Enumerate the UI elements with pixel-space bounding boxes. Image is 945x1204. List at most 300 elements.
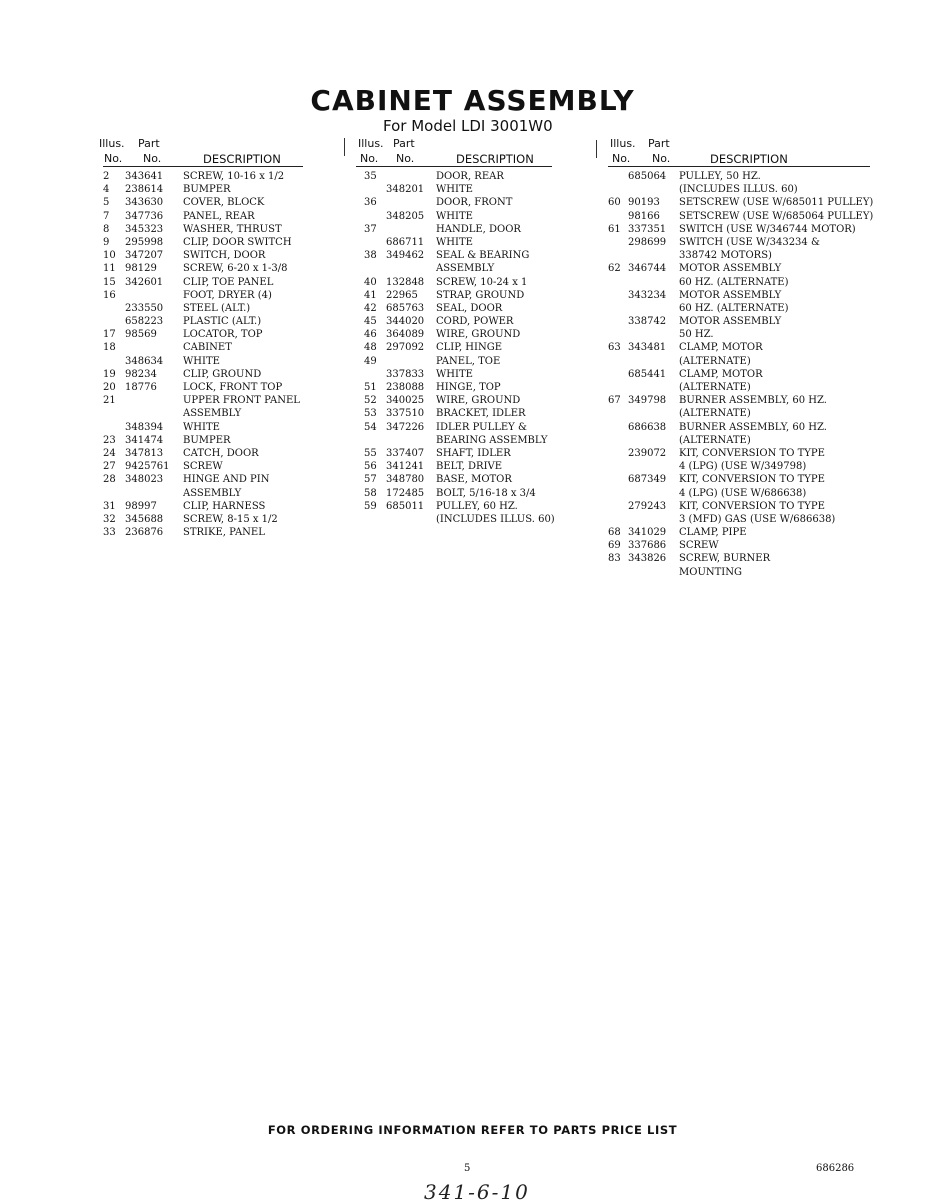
part-row	[356, 434, 552, 447]
part-description: 4 (LPG) (USE W/686638)	[679, 487, 807, 499]
part-row	[103, 407, 303, 420]
column-header	[99, 136, 303, 167]
part-description: SEAL & BEARING	[436, 250, 530, 262]
part-number: 9425761	[125, 461, 170, 473]
part-description: SCREW, BURNER	[679, 553, 771, 565]
part-description: KIT, CONVERSION TO TYPE	[679, 500, 825, 512]
part-row	[608, 421, 870, 434]
illus-number: 69	[608, 540, 621, 552]
part-description: PULLEY, 50 HZ.	[679, 171, 761, 182]
illus-number: 32	[103, 513, 116, 525]
part-description: SCREW	[183, 461, 223, 473]
illus-number: 41	[364, 289, 377, 301]
part-description: SHAFT, IDLER	[436, 447, 511, 459]
part-row	[356, 328, 552, 341]
header-description: DESCRIPTION	[203, 152, 281, 166]
part-number: 340025	[386, 395, 425, 407]
illus-number: 27	[103, 461, 116, 473]
part-description: BOLT, 5/16-18 x 3/4	[436, 487, 536, 499]
part-description: STRIKE, PANEL	[183, 527, 265, 539]
ordering-note: FOR ORDERING INFORMATION REFER TO PARTS PRICE LIST	[267, 1123, 678, 1137]
part-number: 346744	[628, 263, 667, 275]
part-row	[103, 513, 303, 526]
part-number: 348780	[386, 474, 425, 486]
part-row	[103, 223, 303, 236]
parts-list	[356, 167, 555, 526]
illus-number: 53	[364, 408, 377, 420]
header-illus: Illus.	[358, 137, 384, 150]
illus-number: 33	[103, 527, 116, 539]
part-number: 341241	[386, 461, 425, 473]
header-part: Part	[393, 137, 415, 150]
part-number: 687349	[628, 474, 667, 486]
part-description: (ALTERNATE)	[679, 355, 751, 367]
page-number: 5	[464, 1163, 471, 1174]
header-illus-no: No.	[612, 152, 631, 165]
illus-number: 42	[364, 302, 377, 314]
illus-number: 28	[103, 474, 116, 486]
part-number: 98166	[628, 210, 660, 222]
part-row	[356, 500, 552, 513]
parts-list	[608, 167, 874, 579]
part-row	[356, 513, 555, 526]
part-row	[608, 513, 870, 526]
part-number: 18776	[125, 382, 157, 393]
part-row	[608, 262, 870, 275]
part-number: 658223	[125, 316, 164, 328]
illus-number: 16	[103, 289, 116, 301]
illus-number: 5	[103, 197, 110, 209]
part-description: CLAMP, PIPE	[679, 527, 747, 539]
part-row	[103, 526, 303, 539]
part-row	[103, 236, 303, 249]
part-description: CABINET	[183, 342, 232, 354]
part-number: 686711	[386, 236, 425, 248]
part-number: 342601	[125, 276, 164, 288]
part-description: (INCLUDES ILLUS. 60)	[436, 513, 555, 525]
part-row	[608, 539, 870, 552]
illus-number: 4	[103, 184, 110, 196]
part-description: BELT, DRIVE	[436, 461, 503, 473]
part-row	[356, 302, 552, 315]
part-row	[103, 447, 303, 460]
part-description: 50 HZ.	[679, 329, 714, 341]
part-description: PANEL, TOE	[436, 355, 501, 367]
part-row	[608, 407, 870, 420]
part-row	[356, 381, 552, 394]
part-number: 295998	[125, 236, 164, 248]
part-description: (INCLUDES ILLUS. 60)	[679, 184, 798, 196]
part-number: 22965	[386, 289, 418, 301]
part-number: 348634	[125, 355, 164, 367]
illus-number: 20	[103, 382, 116, 393]
part-number: 172485	[386, 487, 425, 499]
part-row	[103, 460, 303, 473]
part-row	[356, 262, 552, 275]
part-number: 685441	[628, 368, 667, 380]
part-number: 347226	[386, 421, 425, 433]
parts-column-3	[608, 136, 874, 579]
part-description: DOOR, REAR	[436, 171, 504, 182]
part-number: 347207	[125, 250, 164, 262]
part-description: WHITE	[183, 421, 220, 433]
column-header	[356, 136, 552, 167]
part-row	[356, 210, 552, 223]
part-row	[356, 407, 552, 420]
part-description: CLIP, HARNESS	[183, 500, 266, 512]
part-row	[608, 368, 870, 381]
illus-number: 67	[608, 395, 621, 407]
part-number: 343641	[125, 171, 164, 182]
part-row	[356, 315, 552, 328]
parts-column-2	[356, 136, 555, 526]
part-description: MOTOR ASSEMBLY	[679, 289, 782, 301]
part-row	[103, 249, 303, 262]
part-number: 337510	[386, 408, 425, 420]
part-description: KIT, CONVERSION TO TYPE	[679, 447, 825, 459]
part-number: 297092	[386, 342, 425, 354]
part-number: 298699	[628, 236, 667, 248]
part-row	[608, 394, 870, 407]
header-part: Part	[138, 137, 160, 150]
header-part: Part	[648, 137, 670, 150]
part-row	[103, 341, 303, 354]
part-description: SWITCH, DOOR	[183, 250, 266, 262]
part-row	[608, 355, 870, 368]
part-row	[356, 223, 552, 236]
part-number: 347813	[125, 447, 164, 459]
part-number: 348205	[386, 210, 425, 222]
part-description: STRAP, GROUND	[436, 289, 525, 301]
part-row	[103, 500, 303, 513]
illus-number: 57	[364, 474, 377, 486]
header-illus: Illus.	[610, 137, 636, 150]
part-number: 239072	[628, 447, 667, 459]
part-number: 686638	[628, 421, 667, 433]
part-description: CLAMP, MOTOR	[679, 368, 763, 380]
part-description: WHITE	[436, 184, 473, 196]
part-number: 343630	[125, 197, 164, 209]
part-description: MOUNTING	[679, 566, 742, 578]
part-row	[356, 341, 552, 354]
illus-number: 48	[364, 342, 377, 354]
part-row	[608, 276, 870, 289]
part-description: BRACKET, IDLER	[436, 408, 526, 420]
part-number: 349462	[386, 250, 425, 262]
part-row	[608, 500, 870, 513]
illus-number: 61	[608, 223, 621, 235]
part-row	[103, 289, 303, 302]
part-description: WHITE	[436, 210, 473, 222]
part-description: SWITCH (USE W/343234 &	[679, 236, 820, 248]
part-description: ASSEMBLY	[183, 487, 242, 499]
part-number: 337351	[628, 223, 667, 235]
part-description: 60 HZ. (ALTERNATE)	[679, 276, 789, 288]
illus-number: 55	[364, 447, 377, 459]
part-row	[608, 487, 870, 500]
part-description: BUMPER	[183, 184, 231, 196]
part-description: SWITCH (USE W/346744 MOTOR)	[679, 223, 856, 235]
part-number: 338742	[628, 316, 667, 328]
part-number: 337407	[386, 447, 425, 459]
part-description: SCREW, 10-16 x 1/2	[183, 171, 285, 182]
part-row	[608, 381, 870, 394]
part-number: 344020	[386, 316, 425, 328]
illus-number: 60	[608, 197, 621, 209]
part-number: 348023	[125, 474, 164, 486]
illus-number: 59	[364, 500, 377, 512]
illus-number: 8	[103, 223, 110, 235]
illus-number: 62	[608, 263, 621, 275]
part-description: WIRE, GROUND	[436, 329, 521, 341]
illus-number: 23	[103, 434, 116, 446]
part-row	[356, 421, 552, 434]
illus-number: 68	[608, 527, 621, 539]
part-description: WHITE	[183, 355, 220, 367]
parts-column-1	[99, 136, 303, 539]
part-row	[356, 236, 552, 249]
part-number: 279243	[628, 500, 667, 512]
part-description: LOCK, FRONT TOP	[183, 382, 283, 393]
illus-number: 18	[103, 342, 116, 354]
part-description: BURNER ASSEMBLY, 60 HZ.	[679, 395, 827, 407]
part-row	[608, 302, 870, 315]
part-row	[356, 196, 552, 209]
illus-number: 63	[608, 342, 621, 354]
part-number: 345688	[125, 513, 164, 525]
part-number: 341029	[628, 527, 667, 539]
part-row	[356, 183, 552, 196]
part-row	[356, 249, 552, 262]
part-number: 98569	[125, 329, 157, 341]
part-description: WIRE, GROUND	[436, 395, 521, 407]
part-row	[356, 460, 552, 473]
part-description: CLIP, HINGE	[436, 342, 503, 354]
part-description: ASSEMBLY	[183, 408, 242, 420]
page-subtitle: For Model LDI 3001W0	[383, 117, 553, 135]
illus-number: 15	[103, 276, 116, 288]
part-row	[103, 381, 303, 394]
part-description: CLIP, TOE PANEL	[183, 276, 274, 288]
part-description: BUMPER	[183, 434, 231, 446]
part-row	[103, 368, 303, 381]
part-number: 348201	[386, 184, 425, 196]
part-description: 338742 MOTORS)	[679, 250, 772, 262]
part-description: BEARING ASSEMBLY	[436, 434, 548, 446]
part-description: IDLER PULLEY &	[436, 421, 527, 433]
part-description: CLIP, GROUND	[183, 368, 262, 380]
part-number: 337833	[386, 368, 425, 380]
part-number: 343826	[628, 553, 667, 565]
part-description: HINGE, TOP	[436, 382, 501, 393]
part-description: HANDLE, DOOR	[436, 223, 521, 235]
column-header	[608, 136, 870, 167]
part-row	[103, 473, 303, 486]
part-row	[608, 473, 870, 486]
header-illus-no: No.	[360, 152, 379, 165]
part-number: 343481	[628, 342, 667, 354]
part-row	[608, 315, 870, 328]
part-row	[608, 196, 874, 209]
part-description: PLASTIC (ALT.)	[183, 316, 262, 328]
part-description: PULLEY, 60 HZ.	[436, 500, 518, 512]
part-row	[103, 183, 303, 196]
illus-number: 7	[103, 210, 110, 222]
part-row	[103, 262, 303, 275]
part-number: 685763	[386, 302, 425, 314]
part-description: WHITE	[436, 236, 473, 248]
part-description: SCREW, 10-24 x 1	[436, 276, 528, 288]
part-row	[356, 368, 552, 381]
part-description: CATCH, DOOR	[183, 447, 259, 459]
part-description: MOTOR ASSEMBLY	[679, 316, 782, 328]
part-description: (ALTERNATE)	[679, 434, 751, 446]
part-description: CLAMP, MOTOR	[679, 342, 763, 354]
part-description: (ALTERNATE)	[679, 408, 751, 420]
part-number: 98234	[125, 368, 157, 380]
part-row	[356, 289, 552, 302]
part-row	[356, 355, 552, 368]
part-row	[608, 289, 870, 302]
part-row	[103, 355, 303, 368]
part-row	[103, 421, 303, 434]
part-description: SETSCREW (USE W/685011 PULLEY)	[679, 197, 874, 209]
header-part-no: No.	[652, 152, 671, 165]
part-description: LOCATOR, TOP	[183, 329, 263, 341]
part-description: PANEL, REAR	[183, 210, 255, 222]
part-description: UPPER FRONT PANEL	[183, 395, 300, 407]
part-description: KIT, CONVERSION TO TYPE	[679, 474, 825, 486]
part-row	[103, 276, 303, 289]
part-row	[103, 328, 303, 341]
part-row	[608, 236, 870, 249]
illus-number: 49	[364, 355, 377, 367]
part-row	[356, 473, 552, 486]
part-description: 60 HZ. (ALTERNATE)	[679, 302, 789, 314]
part-number: 238088	[386, 382, 425, 393]
part-description: WASHER, THRUST	[183, 223, 282, 235]
part-number: 348394	[125, 421, 164, 433]
part-row	[608, 210, 874, 223]
parts-list	[103, 167, 303, 539]
part-description: 4 (LPG) (USE W/349798)	[679, 461, 807, 473]
header-part-no: No.	[143, 152, 162, 165]
part-row	[103, 170, 303, 183]
illus-number: 36	[364, 197, 377, 209]
header-illus-no: No.	[104, 152, 123, 165]
part-number: 345323	[125, 223, 164, 235]
page-title: CABINET ASSEMBLY	[310, 84, 635, 117]
illus-number: 19	[103, 368, 116, 380]
illus-number: 52	[364, 395, 377, 407]
header-description: DESCRIPTION	[456, 152, 534, 166]
part-number: 236876	[125, 527, 164, 539]
part-description: DOOR, FRONT	[436, 197, 513, 209]
illus-number: 17	[103, 329, 116, 341]
column-divider	[344, 138, 345, 156]
document-number: 686286	[816, 1163, 855, 1174]
illus-number: 9	[103, 236, 110, 248]
illus-number: 51	[364, 382, 377, 393]
part-description: SCREW, 8-15 x 1/2	[183, 513, 278, 525]
part-description: FOOT, DRYER (4)	[183, 289, 272, 301]
part-description: (ALTERNATE)	[679, 382, 751, 393]
part-row	[103, 302, 303, 315]
illus-number: 58	[364, 487, 377, 499]
handwritten-note: 341-6-10	[424, 1180, 530, 1204]
header-illus: Illus.	[99, 137, 125, 150]
part-description: CORD, POWER	[436, 316, 514, 328]
part-description: STEEL (ALT.)	[183, 302, 251, 314]
part-row	[608, 223, 870, 236]
part-row	[608, 183, 870, 196]
illus-number: 83	[608, 553, 621, 565]
part-number: 337686	[628, 540, 667, 552]
illus-number: 46	[364, 329, 377, 341]
illus-number: 35	[364, 171, 377, 182]
part-row	[608, 434, 870, 447]
illus-number: 40	[364, 276, 377, 288]
illus-number: 37	[364, 223, 377, 235]
part-number: 685064	[628, 171, 667, 182]
part-description: SCREW	[679, 540, 719, 552]
part-row	[608, 447, 870, 460]
part-number: 233550	[125, 302, 164, 314]
part-row	[608, 341, 870, 354]
part-number: 98997	[125, 500, 157, 512]
illus-number: 38	[364, 250, 377, 262]
part-row	[608, 552, 870, 565]
illus-number: 45	[364, 316, 377, 328]
part-number: 341474	[125, 434, 164, 446]
part-number: 132848	[386, 276, 425, 288]
part-row	[608, 566, 870, 579]
illus-number: 11	[103, 263, 116, 275]
illus-number: 56	[364, 461, 377, 473]
header-description: DESCRIPTION	[710, 152, 788, 166]
part-description: WHITE	[436, 368, 473, 380]
part-number: 685011	[386, 500, 425, 512]
part-number: 238614	[125, 184, 164, 196]
part-row	[356, 447, 552, 460]
column-divider	[596, 140, 597, 158]
illus-number: 2	[103, 171, 110, 182]
part-row	[608, 170, 870, 183]
illus-number: 54	[364, 421, 377, 433]
part-description: COVER, BLOCK	[183, 197, 265, 209]
part-number: 343234	[628, 289, 667, 301]
part-row	[608, 328, 870, 341]
part-description: SETSCREW (USE W/685064 PULLEY)	[679, 210, 874, 222]
part-number: 364089	[386, 329, 425, 341]
part-description: ASSEMBLY	[436, 263, 495, 275]
part-row	[356, 170, 552, 183]
part-description: 3 (MFD) GAS (USE W/686638)	[679, 513, 836, 525]
header-part-no: No.	[396, 152, 415, 165]
part-number: 90193	[628, 197, 660, 209]
part-description: HINGE AND PIN	[183, 474, 270, 486]
part-row	[103, 196, 303, 209]
part-row	[608, 249, 870, 262]
part-description: MOTOR ASSEMBLY	[679, 263, 782, 275]
part-row	[103, 434, 303, 447]
part-row	[356, 394, 552, 407]
illus-number: 24	[103, 447, 116, 459]
part-row	[608, 460, 870, 473]
part-row	[608, 526, 870, 539]
part-number: 98129	[125, 263, 157, 275]
part-row	[103, 210, 303, 223]
